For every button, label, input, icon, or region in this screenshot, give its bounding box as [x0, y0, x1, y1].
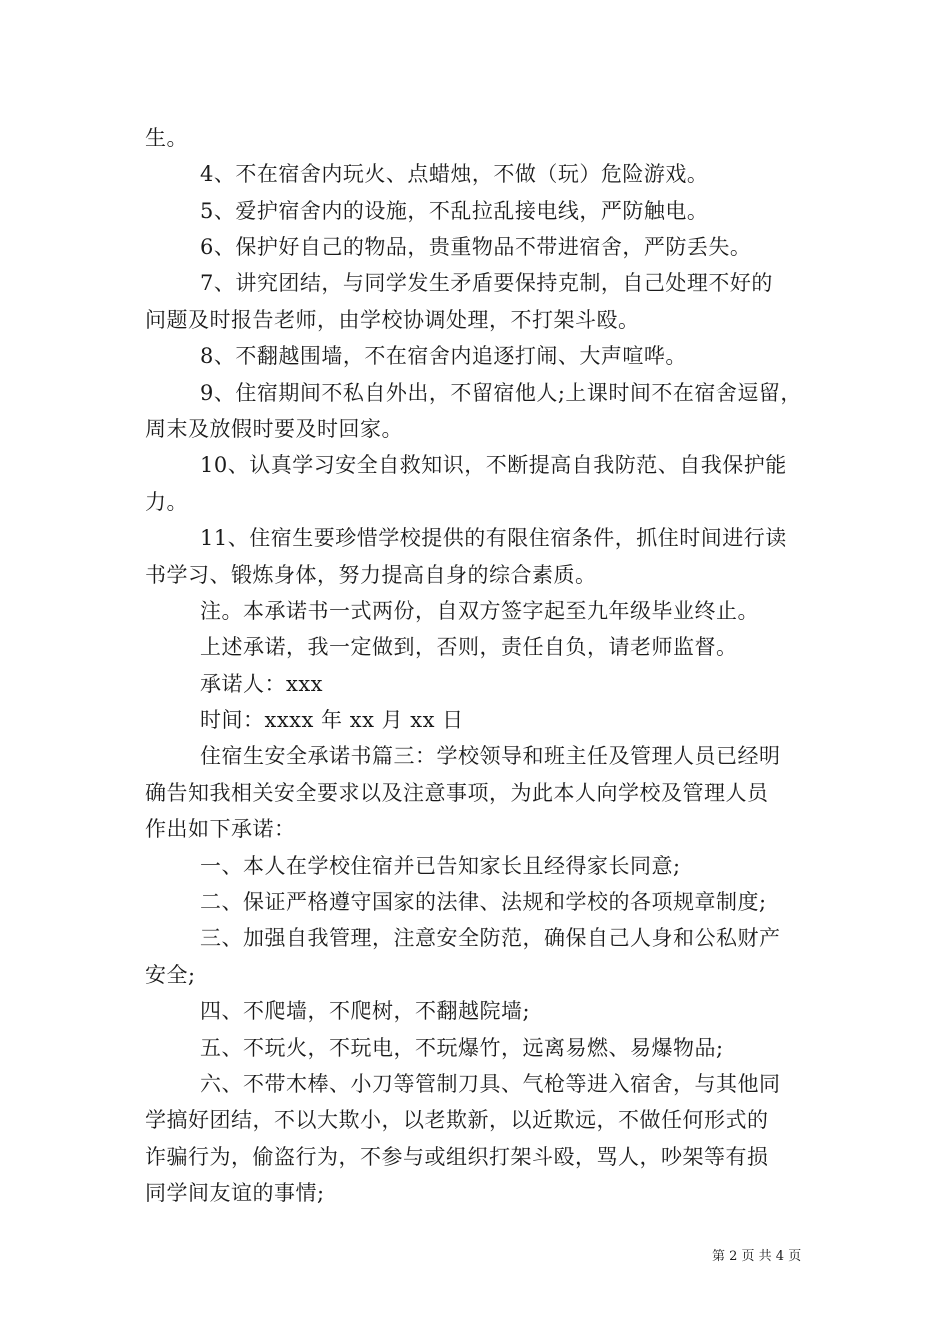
text-line: 三、加强自我管理，注意安全防范，确保自己人身和公私财产	[200, 926, 781, 950]
page-number: 第 2 页 共 4 页	[712, 1249, 802, 1264]
text-line: 六、不带木棒、小刀等管制刀具、气枪等进入宿舍，与其他同	[200, 1072, 781, 1096]
text-line: 作出如下承诺：	[145, 817, 296, 841]
text-line: 注。本承诺书一式两份，自双方签字起至九年级毕业终止。	[200, 599, 759, 623]
signer-line: 承诺人：xxx	[200, 672, 324, 696]
text-line: 书学习、锻炼身体，努力提高自身的综合素质。	[145, 563, 597, 587]
text-line: 11、住宿生要珍惜学校提供的有限住宿条件，抓住时间进行读	[200, 526, 787, 550]
text-line: 生。	[145, 126, 188, 150]
text-line: 二、保证严格遵守国家的法律、法规和学校的各项规章制度;	[200, 890, 767, 914]
text-line: 周末及放假时要及时回家。	[145, 417, 403, 441]
text-line: 6、保护好自己的物品，贵重物品不带进宿舍，严防丢失。	[200, 235, 752, 259]
text-line: 安全;	[145, 963, 196, 987]
text-line: 诈骗行为，偷盗行为，不参与或组织打架斗殴，骂人，吵架等有损	[145, 1145, 769, 1169]
text-line: 5、爱护宿舍内的设施，不乱拉乱接电线，严防触电。	[200, 199, 709, 223]
text-line: 确告知我相关安全要求以及注意事项，为此本人向学校及管理人员	[145, 781, 769, 805]
text-line: 问题及时报告老师，由学校协调处理，不打架斗殴。	[145, 308, 640, 332]
text-line: 7、讲究团结，与同学发生矛盾要保持克制，自己处理不好的	[200, 271, 773, 295]
text-line: 五、不玩火，不玩电，不玩爆竹，远离易燃、易爆物品;	[200, 1036, 724, 1060]
text-line: 9、住宿期间不私自外出，不留宿他人;上课时间不在宿舍逗留，	[200, 381, 802, 405]
text-line: 上述承诺，我一定做到，否则，责任自负，请老师监督。	[200, 635, 738, 659]
section-heading-line: 住宿生安全承诺书篇三：学校领导和班主任及管理人员已经明	[200, 744, 781, 768]
text-line: 力。	[145, 490, 188, 514]
date-line: 时间：xxxx 年 xx 月 xx 日	[200, 708, 464, 732]
text-line: 一、本人在学校住宿并已告知家长且经得家长同意;	[200, 854, 681, 878]
text-line: 8、不翻越围墙，不在宿舍内追逐打闹、大声喧哗。	[200, 344, 687, 368]
text-line: 四、不爬墙，不爬树，不翻越院墙;	[200, 999, 531, 1023]
text-line: 4、不在宿舍内玩火、点蜡烛，不做（玩）危险游戏。	[200, 162, 709, 186]
text-line: 10、认真学习安全自救知识，不断提高自我防范、自我保护能	[200, 453, 787, 477]
text-line: 学搞好团结，不以大欺小，以老欺新，以近欺远，不做任何形式的	[145, 1108, 769, 1132]
text-line: 同学间友谊的事情;	[145, 1181, 325, 1205]
